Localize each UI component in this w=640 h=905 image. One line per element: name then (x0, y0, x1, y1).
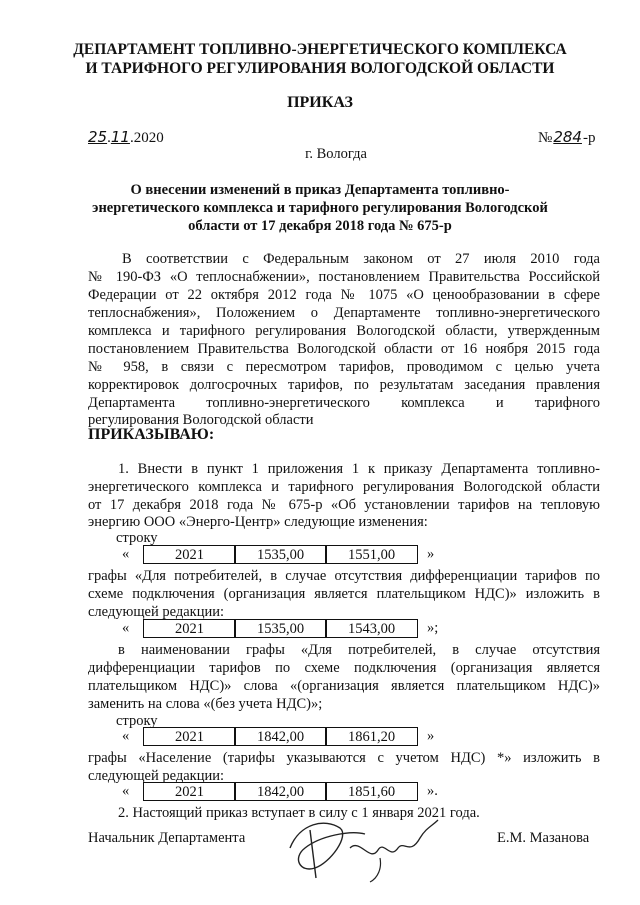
stroku-label: строку (116, 530, 158, 546)
text-line: дифференциации тарифов по схеме подключения (организация является (88, 660, 600, 676)
quote-close: » (427, 728, 435, 744)
subject-line1: О внесении изменений в приказ Департамента топливно- (130, 182, 510, 198)
preamble-line: корректировок долгосрочных тарифов, по результатам заседания правления (88, 377, 600, 393)
order-word: ПРИКАЗЫВАЮ: (88, 426, 215, 443)
quote-close: »; (427, 620, 439, 636)
city: г. Вологда (305, 146, 367, 162)
preamble-line: Департамента топливно-энергетического комплекса и тарифного (88, 395, 600, 411)
quote-open: « (122, 783, 130, 799)
text-line: графы «Население (тарифы указываются с учетом НДС) *» изложить в (88, 750, 600, 766)
text-line: в наименовании графы «Для потребителей, в случае отсутствия (118, 642, 600, 658)
date-month: 11 (110, 128, 130, 146)
cell-value2: 1551,00 (325, 545, 418, 564)
cell-year: 2021 (143, 619, 236, 638)
text-line: графы «Для потребителей, в случае отсутствия дифференциации тарифов по (88, 568, 600, 584)
order-date: 25.11.2020 (88, 128, 164, 146)
item1-line: 1. Внести в пункт 1 приложения 1 к приказу Департамента топливно- (118, 461, 600, 477)
text-line: схеме подключения (организация является плательщиком НДС)» изложить в (88, 586, 600, 602)
preamble-line: В соответствии с Федеральным законом от 27 июля 2010 года (122, 251, 600, 267)
department-title-line2: И ТАРИФНОГО РЕГУЛИРОВАНИЯ ВОЛОГОДСКОЙ ОБЛАСТИ (85, 60, 555, 77)
cell-value1: 1842,00 (234, 727, 327, 746)
number-value: 284 (553, 128, 582, 146)
table-row (122, 545, 452, 564)
quote-open: « (122, 620, 130, 636)
date-year: .2020 (129, 130, 164, 146)
table-row (122, 782, 452, 801)
cell-value2: 1543,00 (325, 619, 418, 638)
preamble-line: комплекса и тарифного регулирования Вологодской области, утвержденным (88, 323, 600, 339)
document-type: ПРИКАЗ (287, 94, 353, 111)
preamble-line: теплоснабжения», Положением о Департаменте топливно-энергетического (88, 305, 600, 321)
cell-value2: 1861,20 (325, 727, 418, 746)
item1-line: от 17 декабря 2018 года № 675-р «Об установлении тарифов на тепловую (88, 497, 600, 513)
cell-value1: 1535,00 (234, 619, 327, 638)
subject-line3: области от 17 декабря 2018 года № 675-р (188, 218, 452, 234)
preamble-line: № 958, в связи с пересмотром тарифов, проводимом с целью учета (88, 359, 600, 375)
cell-year: 2021 (143, 727, 236, 746)
handwritten-signature (270, 808, 450, 888)
date-day: 25 (88, 128, 108, 146)
text-line: следующей редакции: (88, 604, 225, 620)
stroku-label: строку (116, 713, 158, 729)
cell-value1: 1535,00 (234, 545, 327, 564)
quote-open: « (122, 546, 130, 562)
table-row (122, 727, 452, 746)
department-title-line1: ДЕПАРТАМЕНТ ТОПЛИВНО-ЭНЕРГЕТИЧЕСКОГО КОМПЛЕКСА (73, 41, 567, 58)
signatory-position: Начальник Департамента (88, 830, 246, 846)
preamble-line: регулирования Вологодской области (88, 412, 314, 428)
quote-close: ». (427, 783, 438, 799)
text-line: следующей редакции: (88, 768, 225, 784)
text-line: заменить на слова «(без учета НДС)»; (88, 696, 323, 712)
number-suffix: -р (582, 130, 596, 146)
item1-line: энергию ООО «Энерго-Центр» следующие изменения: (88, 514, 428, 530)
number-sign: № (538, 130, 553, 146)
quote-close: » (427, 546, 435, 562)
signatory-name: Е.М. Мазанова (497, 830, 590, 846)
subject-line2: энергетического комплекса и тарифного регулирования Вологодской (92, 200, 548, 216)
cell-value1: 1842,00 (234, 782, 327, 801)
item2-line: 2. Настоящий приказ вступает в силу с 1 января 2021 года. (118, 805, 480, 821)
quote-open: « (122, 728, 130, 744)
order-number (538, 128, 595, 147)
preamble-line: № 190-ФЗ «О теплоснабжении», постановлением Правительства Российской (88, 269, 600, 285)
cell-year: 2021 (143, 782, 236, 801)
text-line: плательщиком НДС)» слова «(организация является плательщиком НДС)» (88, 678, 600, 694)
table-row (122, 619, 452, 638)
preamble-line: Федерации от 22 октября 2012 года № 1075 «О ценообразовании в сфере (88, 287, 600, 303)
cell-value2: 1851,60 (325, 782, 418, 801)
cell-year: 2021 (143, 545, 236, 564)
item1-line: энергетического комплекса и тарифного регулирования Вологодской области (88, 479, 600, 495)
preamble-line: постановлением Правительства Вологодской области от 16 ноября 2015 года (88, 341, 600, 357)
